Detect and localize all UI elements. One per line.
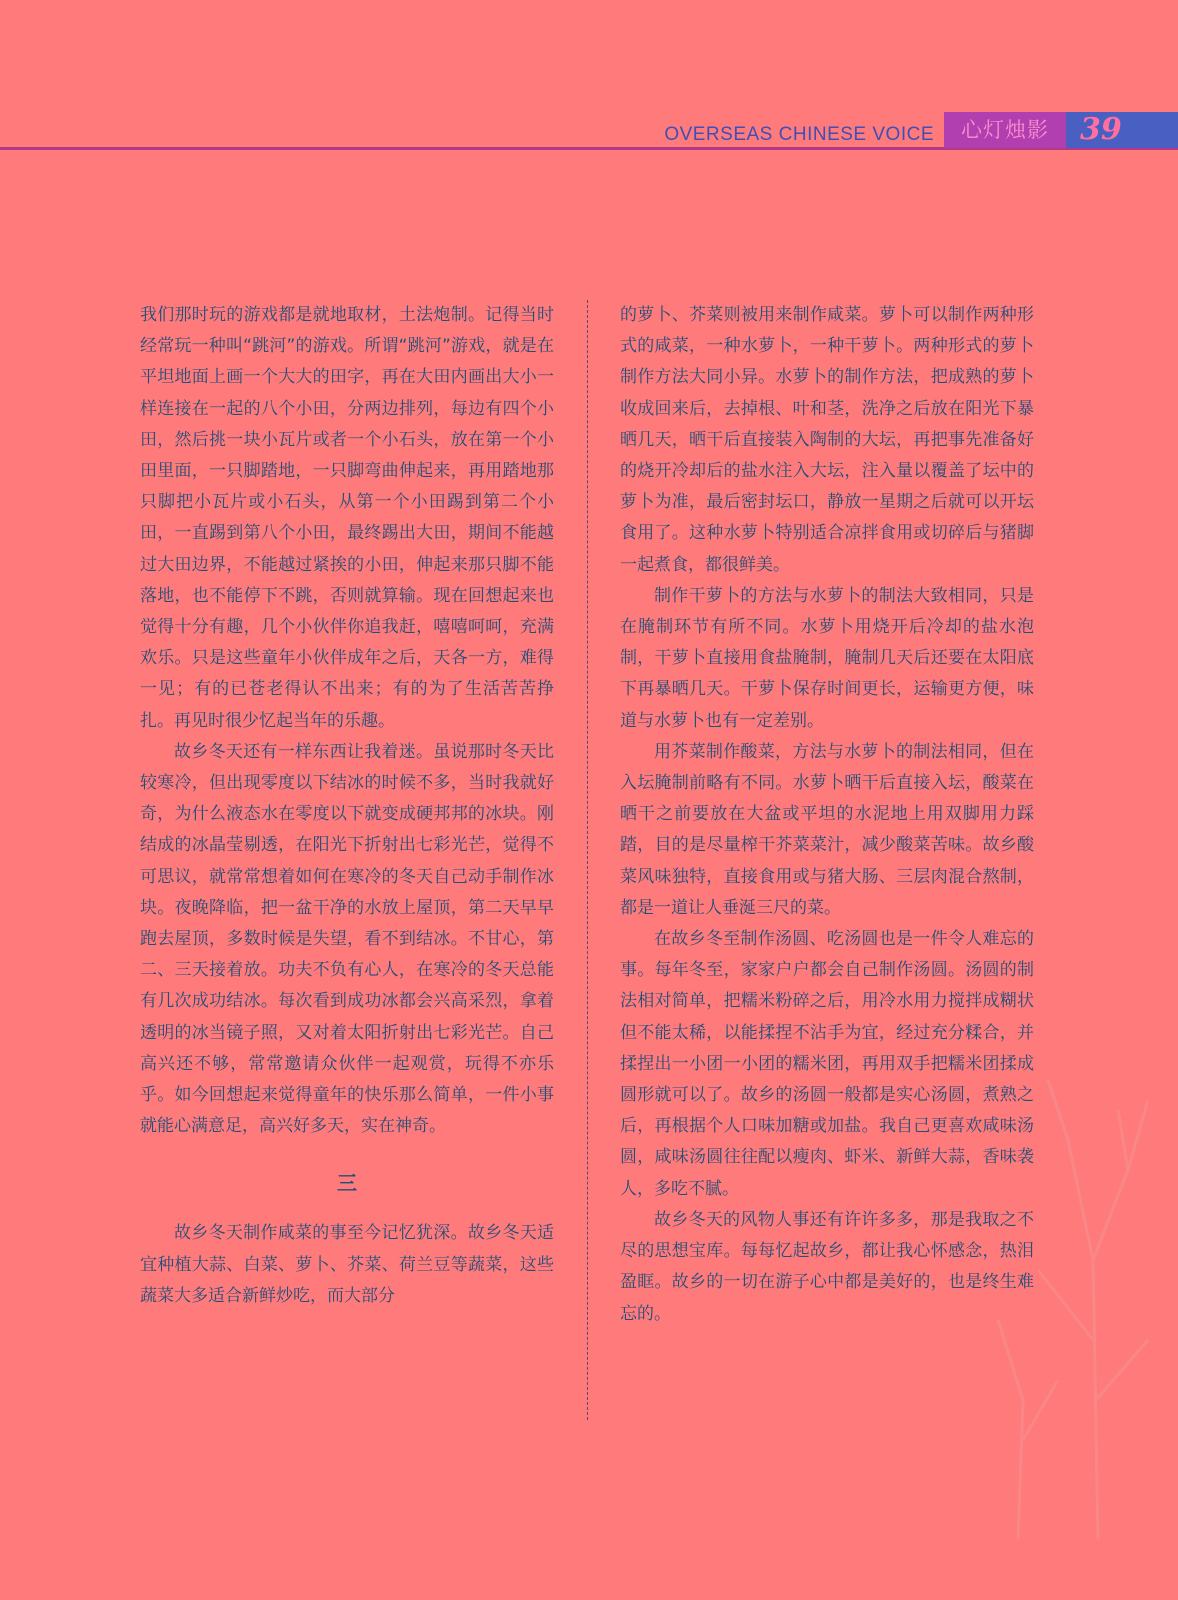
paragraph: 故乡冬天的风物人事还有许许多多，那是我取之不尽的思想宝库。每每忆起故乡，都让我心怀感念，热泪盈眶。故乡的一切在游子心中都是美好的，也是终生难忘的。 — [620, 1209, 1034, 1324]
paragraph: 在故乡冬至制作汤圆、吃汤圆也是一件令人难忘的事。每年冬至，家家户户都会自己制作汤圆。汤圆的制法相对简单，把糯米粉碎之后，用冷水用力搅拌成糊状但不能太稀，以能揉捏不沾手为宜，经过充分糅合，并揉捏出一小团一小团的糯米团，再用双手把糯米团揉成圆形就可以了。故乡的汤圆一般都是实心汤圆，煮熟之后，再根据个人口味加糖或加盐。我自己更喜欢咸味汤圆，咸味汤圆往往配以瘦肉、虾米、新鲜大蒜，香味袭人，多吃不腻。 — [620, 929, 1034, 1199]
magazine-brand: OVERSEAS CHINESE VOICE — [664, 124, 934, 145]
paragraph: 我们那时玩的游戏都是就地取材，土法炮制。记得当时经常玩一种叫“跳河”的游戏。所谓“跳河”游戏，就是在平坦地面上画一个大大的田字，再在大田内画出大小一样连接在一起的八个小田，分两边排列，每边有四个小田，然后挑一块小瓦片或者一个小石头，放在第一个小田里面，一只脚踏地，一只脚弯曲伸起来，再用踏地那只脚把小瓦片或小石头，从第一个小田踢到第二个小田，一直踢到第八个小田，最终踢出大田，期间不能越过大田边界，不能越过紧挨的小田，伸起来那只脚不能落地，也不能停下不跳，否则就算输。现在回想起来也觉得十分有趣，几个小伙伴你追我赶，嘻嘻呵呵，充满欢乐。只是这些童年小伙伴成年之后，天各一方，难得一见；有的已苍老得认不出来；有的为了生活苦苦挣扎。再见时很少忆起当年的乐趣。 — [140, 305, 554, 731]
section-heading: 三 — [337, 1171, 357, 1196]
right-column — [620, 300, 1034, 1330]
section-title: 心灯烛影 — [944, 112, 1066, 148]
left-column — [140, 300, 554, 1312]
paragraph: 的萝卜、芥菜则被用来制作咸菜。萝卜可以制作两种形式的咸菜，一种水萝卜，一种干萝卜。两种形式的萝卜制作方法大同小异。水萝卜的制作方法，把成熟的萝卜收成回来后，去掉根、叶和茎，洗净之后放在阳光下暴晒几天，晒干后直接装入陶制的大坛，再把事先准备好的烧开冷却后的盐水注入大坛，注入量以覆盖了坛中的萝卜为准，最后密封坛口，静放一星期之后就可以开坛食用了。这种水萝卜特别适合凉拌食用或切碎后与猪脚一起煮食，都很鲜美。 — [620, 305, 1034, 575]
page-number: 39 — [1066, 112, 1178, 148]
column-divider — [587, 300, 588, 1420]
paragraph: 故乡冬天制作咸菜的事至今记忆犹深。故乡冬天适宜种植大蒜、白菜、萝卜、芥菜、荷兰豆等蔬菜，这些蔬菜大多适合新鲜炒吃，而大部分 — [140, 1223, 554, 1306]
paragraph: 故乡冬天还有一样东西让我着迷。虽说那时冬天比较寒冷，但出现零度以下结冰的时候不多，当时我就好奇，为什么液态水在零度以下就变成硬邦邦的冰块。刚结成的冰晶莹剔透，在阳光下折射出七彩光芒，觉得不可思议，就常常想着如何在寒冷的冬天自己动手制作冰块。夜晚降临，把一盆干净的水放上屋顶，第二天早早跑去屋顶，多数时候是失望，看不到结冰。不甘心，第二、三天接着放。功夫不负有心人，在寒冷的冬天总能有几次成功结冰。每次看到成功冰都会兴高采烈，拿着透明的冰当镜子照，又对着太阳折射出七彩光芒。自己高兴还不够，常常邀请众伙伴一起观赏，玩得不亦乐乎。如今回想起来觉得童年的快乐那么简单，一件小事就能心满意足，高兴好多天，实在神奇。 — [140, 741, 554, 1137]
paragraph: 制作干萝卜的方法与水萝卜的制法大致相同，只是在腌制环节有所不同。水萝卜用烧开后冷却的盐水泡制，干萝卜直接用食盐腌制，腌制几天后还要在太阳底下再暴晒几天。干萝卜保存时间更长，运输更方便，味道与水萝卜也有一定差别。 — [620, 585, 1034, 731]
paragraph: 用芥菜制作酸菜，方法与水萝卜的制法相同，但在入坛腌制前略有不同。水萝卜晒干后直接入坛，酸菜在晒干之前要放在大盆或平坦的水泥地上用双脚用力踩踏，目的是尽量榨干芥菜菜汁，减少酸菜苦味。故乡酸菜风味独特，直接食用或与猪大肠、三层肉混合熬制，都是一道让人垂涎三尺的菜。 — [620, 741, 1034, 918]
